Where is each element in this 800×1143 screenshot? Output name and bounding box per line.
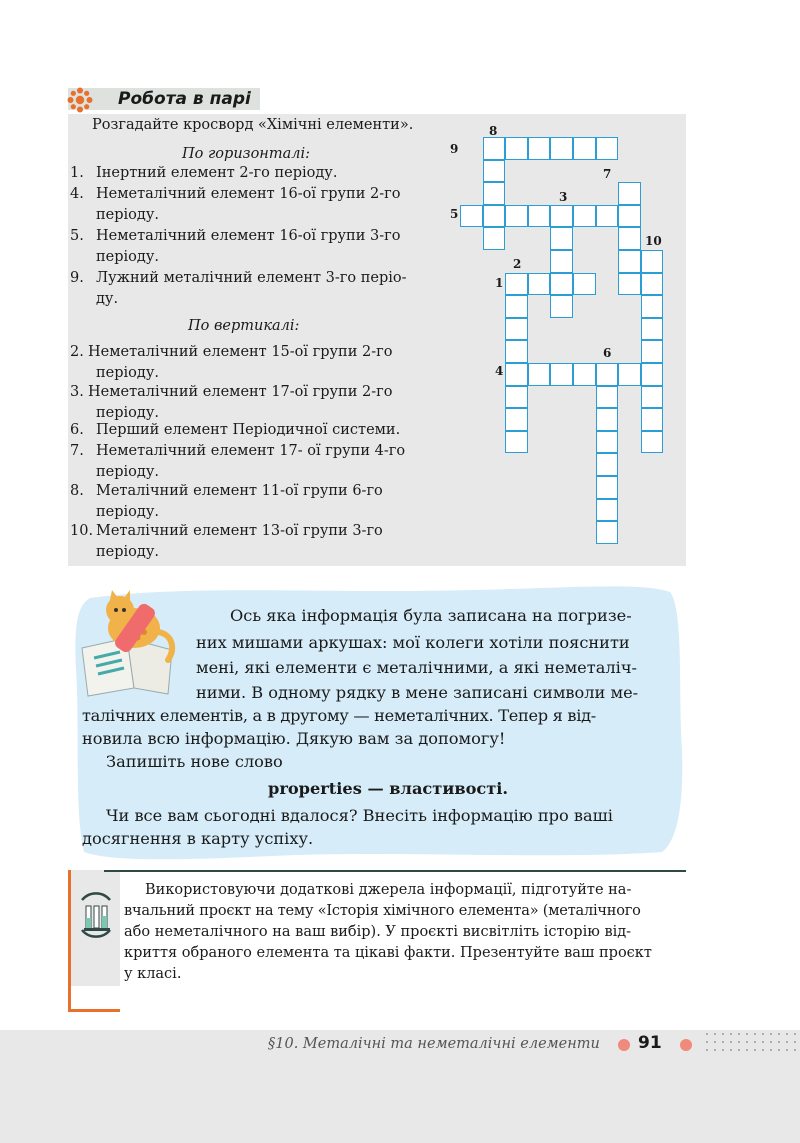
crossword-cell[interactable] bbox=[618, 227, 641, 250]
crossword-cell[interactable] bbox=[596, 137, 619, 160]
info-line-2: них мишами аркушах: мої колеги хотіли пояснити bbox=[196, 633, 630, 652]
project-line-5: у класі. bbox=[124, 966, 182, 982]
crossword-cell[interactable] bbox=[641, 318, 664, 341]
closing-line-2: досягнення в карту успіху. bbox=[82, 829, 314, 848]
info-instruction: Запишіть нове слово bbox=[106, 752, 283, 771]
info-line-3: мені, які елементи є металічними, а які неметаліч- bbox=[196, 658, 637, 677]
crossword-cell[interactable] bbox=[483, 205, 506, 228]
crossword-cell[interactable] bbox=[505, 363, 528, 386]
grid-number: 2 bbox=[513, 257, 522, 271]
closing-line-1: Чи все вам сьогодні вдалося? Внесіть інформацію про ваші bbox=[106, 806, 613, 825]
crossword-cell[interactable] bbox=[505, 137, 528, 160]
crossword-cell[interactable] bbox=[641, 363, 664, 386]
crossword-cell[interactable] bbox=[528, 363, 551, 386]
crossword-cell[interactable] bbox=[641, 340, 664, 363]
clue-v-6: 6. Перший елемент Періодичної системи. bbox=[70, 422, 401, 438]
crossword-cell[interactable] bbox=[550, 363, 573, 386]
crossword-cell[interactable] bbox=[550, 250, 573, 273]
footer-dot-left bbox=[618, 1039, 630, 1051]
grid-number: 1 bbox=[495, 276, 504, 290]
grid-number: 5 bbox=[450, 207, 459, 221]
crossword-cell[interactable] bbox=[483, 182, 506, 205]
grid-number: 6 bbox=[603, 346, 612, 360]
crossword-cell[interactable] bbox=[596, 453, 619, 476]
grid-number: 8 bbox=[489, 124, 498, 138]
lab-flasks-icon bbox=[76, 890, 116, 940]
clue-v-3: 3. Неметалічний елемент 17-ої групи 2-го періоду. bbox=[70, 384, 393, 421]
project-line-4: криття обраного елемента та цікаві факти. Презентуйте ваш проєкт bbox=[124, 945, 652, 961]
project-accent-bar bbox=[68, 870, 71, 1012]
info-line-1: Ось яка інформація була записана на погризе- bbox=[230, 606, 632, 625]
grid-number: 4 bbox=[495, 364, 504, 378]
crossword-cell[interactable] bbox=[505, 205, 528, 228]
crossword-cell[interactable] bbox=[505, 408, 528, 431]
crossword-cell[interactable] bbox=[641, 250, 664, 273]
crossword-cell[interactable] bbox=[641, 431, 664, 454]
footer-dot-pattern bbox=[704, 1030, 798, 1058]
crossword-cell[interactable] bbox=[505, 273, 528, 296]
crossword-cell[interactable] bbox=[596, 205, 619, 228]
project-line-3: або неметалічного на ваш вибір). У проєкті висвітліть історію від- bbox=[124, 924, 632, 940]
crossword-cell[interactable] bbox=[550, 273, 573, 296]
crossword-cell[interactable] bbox=[641, 273, 664, 296]
clue-v-2: 2. Неметалічний елемент 15-ої групи 2-го періоду. bbox=[70, 344, 393, 381]
crossword-cell[interactable] bbox=[505, 295, 528, 318]
crossword-cell[interactable] bbox=[483, 160, 506, 183]
crossword-cell[interactable] bbox=[618, 273, 641, 296]
footer-section-title: §10. Металічні та неметалічні елементи bbox=[268, 1036, 600, 1052]
grid-number: 7 bbox=[603, 167, 612, 181]
crossword-cell[interactable] bbox=[596, 363, 619, 386]
project-top-rule bbox=[104, 870, 686, 872]
crossword-cell[interactable] bbox=[618, 182, 641, 205]
crossword-cell[interactable] bbox=[483, 137, 506, 160]
crossword-cell[interactable] bbox=[550, 205, 573, 228]
crossword-cell[interactable] bbox=[483, 227, 506, 250]
info-line-6: новила всю інформацію. Дякую вам за допомогу! bbox=[82, 729, 506, 748]
crossword-cell[interactable] bbox=[596, 386, 619, 409]
grid-number: 9 bbox=[450, 142, 459, 156]
crossword-cell[interactable] bbox=[596, 521, 619, 544]
clue-v-10: 10. Металічний елемент 13-ої групи 3-го періоду. bbox=[70, 523, 383, 560]
project-line-2: вчальний проєкт на тему «Історія хімічного елемента» (металічного bbox=[124, 903, 641, 919]
crossword-cell[interactable] bbox=[573, 363, 596, 386]
crossword-cell[interactable] bbox=[573, 205, 596, 228]
project-accent-bottom bbox=[68, 1009, 120, 1012]
clue-h-1: 1. Інертний елемент 2-го періоду. bbox=[70, 165, 338, 181]
info-line-5: талічних елементів, а в другому — неметалічних. Тепер я від- bbox=[82, 706, 596, 725]
crossword-cell[interactable] bbox=[596, 431, 619, 454]
grid-number: 10 bbox=[645, 234, 662, 248]
crossword-cell[interactable] bbox=[550, 137, 573, 160]
crossword-cell[interactable] bbox=[505, 431, 528, 454]
crossword-cell[interactable] bbox=[618, 363, 641, 386]
clue-v-8: 8. Металічний елемент 11-ої групи 6-го періоду. bbox=[70, 483, 383, 520]
page-number: 91 bbox=[638, 1033, 662, 1053]
crossword-cell[interactable] bbox=[505, 340, 528, 363]
clue-h-9: 9. Лужний металічний елемент 3-го періо- ду. bbox=[70, 270, 407, 307]
crossword-cell[interactable] bbox=[460, 205, 483, 228]
crossword-cell[interactable] bbox=[505, 318, 528, 341]
crossword-cell[interactable] bbox=[618, 205, 641, 228]
clue-v-7: 7. Неметалічний елемент 17- ої групи 4-го періоду. bbox=[70, 443, 406, 480]
grid-number: 3 bbox=[559, 190, 568, 204]
crossword-cell[interactable] bbox=[505, 386, 528, 409]
crossword-cell[interactable] bbox=[596, 476, 619, 499]
crossword-cell[interactable] bbox=[618, 250, 641, 273]
crossword-cell[interactable] bbox=[528, 273, 551, 296]
crossword-cell[interactable] bbox=[528, 137, 551, 160]
footer-dot-right bbox=[680, 1039, 692, 1051]
new-word: properties — властивості. bbox=[268, 779, 509, 798]
crossword-cell[interactable] bbox=[641, 386, 664, 409]
cat-reading-book-illustration bbox=[72, 588, 182, 698]
crossword-cell[interactable] bbox=[641, 408, 664, 431]
crossword-cell[interactable] bbox=[641, 295, 664, 318]
horizontal-heading: По горизонталі: bbox=[182, 146, 311, 162]
clue-h-5: 5. Неметалічний елемент 16-ої групи 3-го періоду. bbox=[70, 228, 401, 265]
crossword-cell[interactable] bbox=[596, 408, 619, 431]
vertical-heading: По вертикалі: bbox=[188, 318, 300, 334]
crossword-cell[interactable] bbox=[528, 205, 551, 228]
crossword-intro: Розгадайте кросворд «Хімічні елементи». bbox=[92, 117, 414, 133]
crossword-cell[interactable] bbox=[596, 499, 619, 522]
section-title: Робота в парі bbox=[118, 89, 251, 109]
crossword-cell[interactable] bbox=[550, 295, 573, 318]
project-line-1: Використовуючи додаткові джерела інформації, підготуйте на- bbox=[145, 882, 632, 898]
crossword-cell[interactable] bbox=[573, 273, 596, 296]
crossword-cell[interactable] bbox=[550, 227, 573, 250]
info-line-4: ними. В одному рядку в мене записані символи ме- bbox=[196, 683, 639, 702]
clue-h-4: 4. Неметалічний елемент 16-ої групи 2-го періоду. bbox=[70, 186, 401, 223]
crossword-cell[interactable] bbox=[573, 137, 596, 160]
